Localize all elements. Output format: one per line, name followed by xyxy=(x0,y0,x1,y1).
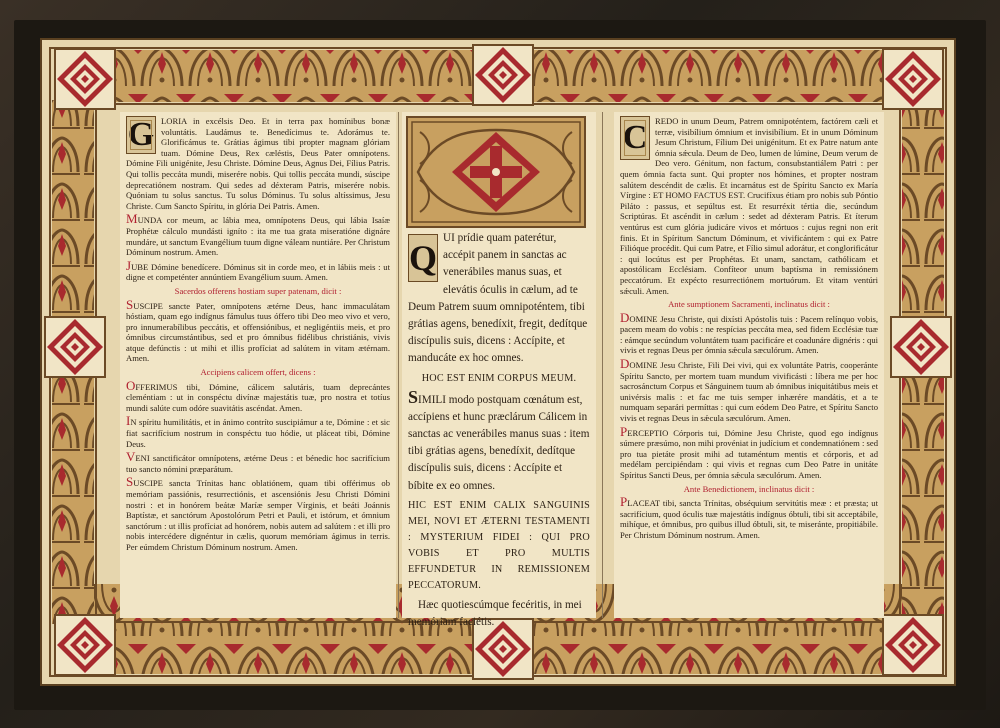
simili-paragraph: SIMILI modo postquam cœnátum est, accípiens et hunc præclárum Cálicem in sanctas ac venerábiles manus suas : item tibi grátias agens, benedíxit, dedítque discípulis suis, dicens : Accípite et bíbite ex eo omnes. xyxy=(408,386,590,492)
column-rule-right xyxy=(602,112,603,618)
perceptio-paragraph: PERCEPTIO Córporis tui, Dómine Jesu Christe, quod ego indígnus súmere præsúmo, non mihi provéniat in judícium et condemnatiónem : sed pro tua pietáte prosit mihi ad tutaméntum mentis et córporis, et ad medélam percipiéndam : qui vivis et regnas cum Deo Patre in unitáte Spíritus Sancti Deus, per ómnia sǽcula sæculórum. Amen. xyxy=(620,423,878,480)
credo-paragraph: C REDO in unum Deum, Patrem omnipoténtem, factórem cæli et terræ, visibílium ómnium et invisibílium. Et in unum Dóminum Jesum Christum, Fílium Dei unigénitum. Et ex Patre natum ante ómnia sǽcula. Deum de Deo, lumen de lúmine, Deum verum de Deo vero. Génitum, non factum, consubstantiálem Patri : per quem ómnia facta sunt. Qui propter nos hómines, et propter nostram salútem descéndit de cælis. Et incarnátus est de Spíritu Sancto ex María Vírgine : ET HOMO FACTUS EST. Crucifíxus étiam pro nobis sub Póntio Piláto : passus, et sepúltus est. Et resurréxit tértia die, secúndum Scriptúras. Et ascéndit in cælum : sedet ad déxteram Patris. Et íterum ventúrus est cum glória judicáre vivos et mórtuos : cujus regni non erit finis. Et in Spíritum Sanctum Dóminum, et vivificántem : qui ex Patre Filióque procédit. Qui cum Patre, et Fílio simul adorátur, et conglorificátur : qui locútus est per Prophétas. Et unam, sanctam, cathólicam et apostólicam Ecclésiam. Confíteor unum baptísma in remissiónem peccatórum. Et expécto resurrectiónem mortuórum. Et vitam ventúri sǽculi. Amen. xyxy=(620,116,878,296)
altar-card xyxy=(40,38,956,686)
veni-initial: V xyxy=(126,449,136,465)
veni-paragraph: VENI sanctificátor omnípotens, ætérne Deus : et bénedic hoc sacrifícium tuo sancto nómini præparátum. xyxy=(126,449,390,474)
center-column xyxy=(402,112,596,629)
munda-initial: M xyxy=(126,211,138,227)
suscipe-initial: S xyxy=(126,296,134,312)
column-rule-left xyxy=(398,112,399,618)
in-spiritu-initial: I xyxy=(126,413,131,429)
rubric-offertory-host: Sacerdos offerens hostiam super patenam, dicit : xyxy=(174,285,342,296)
jube-paragraph: JUBE Dómine benedícere. Dóminus sit in corde meo, et in lábiis meis : ut digne et competénter annúntiem Evangélium suum. Amen. xyxy=(126,257,390,283)
in-spiritu-paragraph: IN spíritu humilitátis, et in ánimo contríto suscipiámur a te, Dómine : et sic fiat sacrifícium nostrum in conspéctu tuo hódie, ut pláceat tibi, Dómine Deus. xyxy=(126,413,390,449)
suscipe-trinitas-paragraph: SUSCIPE sancta Trínitas hanc oblatiónem, quam tibi offérimus ob memóriam passiónis, resurrectiónis, et ascensiónis Jesu Christi Dómini nostri : et in honórem beátæ Maríæ semper Vírginis, et beáti Joánnis Baptístæ, et sanctórum Apostolórum Petri et Pauli, et istórum, et ómnium sanctórum : ut illis profíciat ad honórem, nobis autem ad salútem : et illi pro nobis intercédere dignéntur in cælis, quorum memóriam ágimus in terris. Per eúmdem Christum Dóminum nostrum. Amen. xyxy=(126,474,390,552)
right-column xyxy=(614,112,884,618)
cross-ornament xyxy=(406,116,586,228)
gloria-paragraph: G LORIA in excélsis Deo. Et in terra pax homínibus bonæ voluntátis. Laudámus te. Benedícimus te. Adorámus te. Glorificámus te. Grátias ágimus tibi propter magnam glóriam tuam. Dómine Deus, Rex cæléstis, Deus Pater omnípotens. Dómine Fili unigénite, Jesu Christe. Dómine Deus, Agnus Dei, Fílius Patris. Qui tollis peccáta mundi, miserére nobis. Qui tollis peccáta mundi, súscipe deprecatiónem nostram. Qui sedes ad déxteram Patris, miserére nobis. Quóniam tu solus sanctus. Tu solus Dóminus. Tu solus altíssimus, Jesu Christe. Cum Sancto Spíritu, in glória Dei Patris. Amen. xyxy=(126,116,390,211)
consecration-chalice: HIC EST ENIM CALIX SANGUINIS MEI, NOVI ET ÆTERNI TESTAMENTI : MYSTERIUM FIDEI : QUI PRO VOBIS ET PRO MULTIS EFFUNDETUR IN REMISSIONEM PECCATORUM. xyxy=(408,499,590,591)
rubric-offertory-chalice: Accipiens calicem offert, dicens : xyxy=(200,367,316,378)
placeat-paragraph: PLACEAT tibi, sancta Trínitas, obséquium servitútis meæ : et præsta; ut sacrifícium, quod óculis tuæ majestátis indígnus óbtuli, tibi sit acceptábile, mihíque, et ómnibus, pro quibus illud óbtuli, sit, te miseránte, propitiábile. Per Christum Dóminum nostrum. Amen. xyxy=(620,494,878,540)
center-text xyxy=(402,230,596,634)
rubric-before-communion: Ante sumptionem Sacramenti, inclinatus dicit : xyxy=(668,299,830,310)
jube-initial: J xyxy=(126,257,132,273)
munda-paragraph: MUNDA cor meum, ac lábia mea, omnípotens Deus, qui lábia Isaíæ Prophétæ cálculo mundásti igníto : ita me tua grata miseratióne dignáre mundáre, ut sanctum Evangélium tuum digne váleam nuntiáre. Per Christum Dóminum nostrum. Amen. xyxy=(126,211,390,258)
domine-fili-paragraph: DOMINE Jesu Christe, Fili Dei vivi, qui ex voluntáte Patris, cooperánte Spíritu Sancto, per mortem tuam mundum vivificásti : líbera me per hoc sacrosánctum Corpus et Sánguinem tuum ab ómnibus iniquitátibus meis et univérsis malis : et fac me tuis semper inhærére mandátis, et a te numquam separári permíttas : qui cum eódem Deo Patre, et Spíritu Sancto vivis et regnas Deus in sǽcula sæculórum. Amen. xyxy=(620,356,878,424)
gloria-initial: G xyxy=(127,116,155,153)
suscipe-paragraph: SUSCIPE sancte Pater, omnípotens ætérne Deus, hanc immaculátam hóstiam, quam ego indígnus fámulus tuus óffero tibi Deo meo vivo et vero, pro innumerabílibus peccátis, et offensiónibus, et negligéntiis meis, et pro ómnibus circumstántibus, sed et pro ómnibus fidélibus christiánis, vivis atque defúnctis : ut mihi et illis profíciat ad salútem in vitam ætérnam. Amen. xyxy=(126,296,390,364)
left-column xyxy=(120,112,396,618)
domine-pacem-paragraph: DOMINE Jesu Christe, qui dixísti Apóstolis tuis : Pacem relínquo vobis, pacem meam do vobis : ne respícias peccáta mea, sed fidem Ecclésiæ tuæ : eámque secúndum voluntátem tuam pacificáre et coadunáre dignéris : qui vivis et regnas Deus per ómnia sǽcula sæculórum. Amen. xyxy=(620,309,878,356)
offerimus-initial: O xyxy=(126,377,136,393)
qui-pridie-initial: Q xyxy=(408,234,438,282)
rubric-before-blessing: Ante Benedictionem, inclinatus dicit : xyxy=(683,483,815,494)
haec-quotiescumque: Hæc quotiescúmque fecéritis, in mei memóriam faciétis. xyxy=(408,598,582,629)
qui-pridie-paragraph: Q UI prídie quam paterétur, accépit panem in sanctas ac venerábiles manus suas, et elevátis óculis in cælum, ad te Deum Patrem suum omnipoténtem, tibi grátias agens, benedíxit, fregit, dedítque discípulis suis, dicens : Accípite, et manducáte ex hoc omnes. xyxy=(408,232,588,365)
simili-initial: S xyxy=(408,386,419,407)
placeat-initial: P xyxy=(620,494,628,510)
domine-pacem-initial: D xyxy=(620,309,630,325)
offerimus-paragraph: OFFERIMUS tibi, Dómine, cálicem salutáris, tuam deprecántes cleméntiam : ut in conspéctu divínæ majestátis tuæ, pro nostra et totíus mundi salúte cum odóre suavitátis ascéndat. Amen. xyxy=(126,377,390,413)
credo-initial: C xyxy=(620,116,650,160)
perceptio-initial: P xyxy=(620,423,628,439)
domine-fili-initial: D xyxy=(620,356,630,372)
suscipe-trinitas-initial: S xyxy=(126,474,134,490)
consecration-host: HOC EST ENIM CORPUS MEUM. xyxy=(421,372,577,384)
